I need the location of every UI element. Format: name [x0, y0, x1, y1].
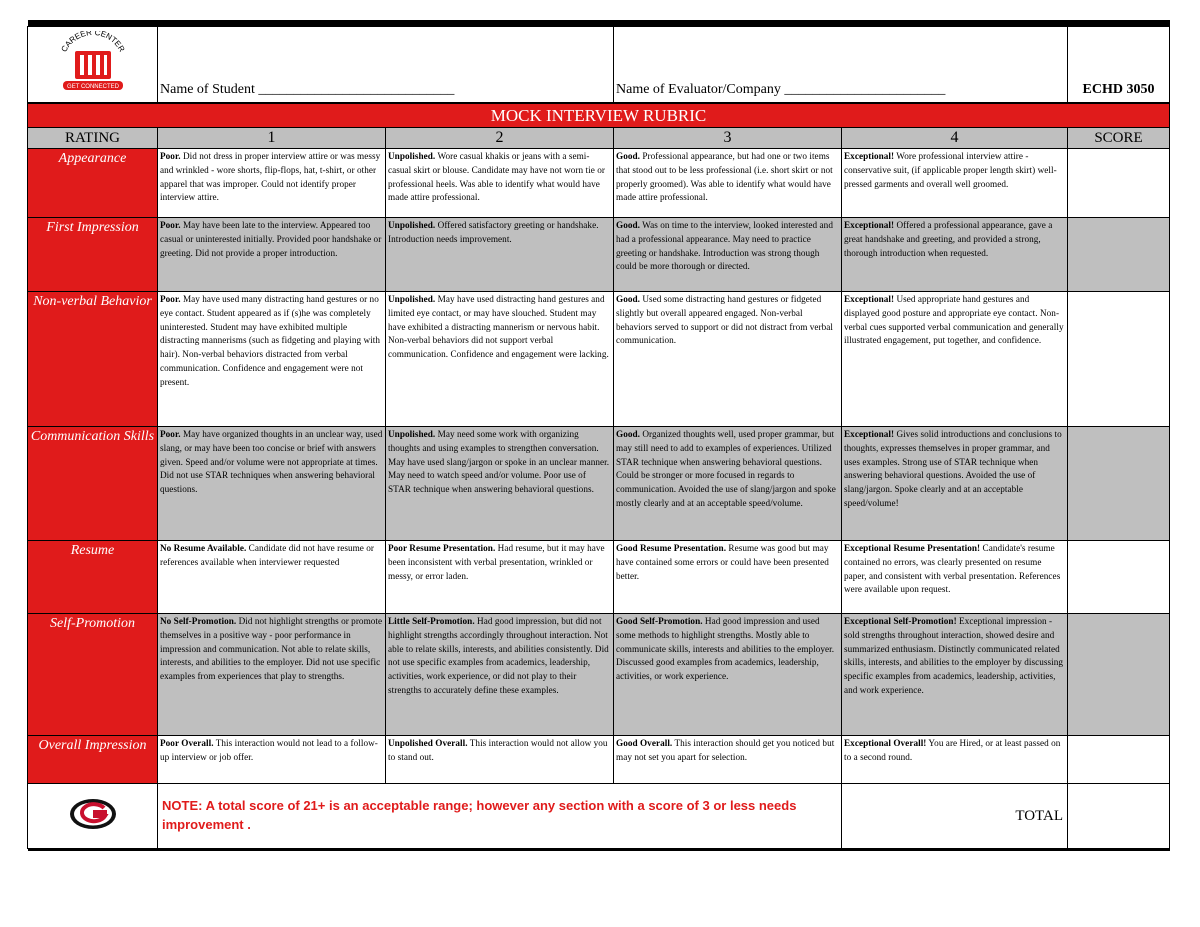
criterion-cell: Exceptional Overall! You are Hired, or at least passed on to a second round.: [842, 736, 1068, 784]
criterion-cell: Unpolished. May need some work with organizing thoughts and using examples to strengthen conversation. May have used slang/jargon or spoke in an unclear manner. May need to watch speed and/or volume. Poor use of STAR technique when answering behavioral questions.: [386, 427, 614, 541]
total-score-input[interactable]: [1068, 784, 1170, 849]
criterion-cell: Exceptional! Offered a professional appearance, gave a great handshake and greeting, and provided a strong, thorough introduction when requested.: [842, 218, 1068, 292]
total-label: TOTAL: [842, 784, 1068, 849]
category-label: Non-verbal Behavior: [28, 292, 158, 427]
rating-level-3: 3: [614, 128, 842, 149]
score-input[interactable]: [1068, 149, 1170, 218]
scoring-note: NOTE: A total score of 21+ is an acceptable range; however any section with a score of 3 or less needs improvement .: [158, 784, 842, 849]
rating-level-2: 2: [386, 128, 614, 149]
criterion-cell: Poor. May have organized thoughts in an unclear way, used slang, or may have been too concise or brief with answers given. Speed and/or volume were not appropriate at times. Did not use STAR techniques when answering behavioral questions.: [158, 427, 386, 541]
rating-level-1: 1: [158, 128, 386, 149]
score-input[interactable]: [1068, 218, 1170, 292]
criterion-cell: Poor Overall. This interaction would not lead to a follow-up interview or job offer.: [158, 736, 386, 784]
category-label: Self-Promotion: [28, 614, 158, 736]
rating-label: RATING: [28, 128, 158, 149]
category-label: Appearance: [28, 149, 158, 218]
bottom-rule: [28, 849, 1170, 852]
rubric-sheet: [27, 20, 1169, 851]
criterion-cell: Good. Professional appearance, but had one or two items that stood out to be less professional (i.e. short skirt or not properly groomed). Was able to identify what would have made attire professional.: [614, 149, 842, 218]
criterion-cell: Little Self-Promotion. Had good impression, but did not highlight strengths accordingly throughout interaction. Not able to relate skills, interests, and abilities consistently. Did not use specific examples from academics, leadership, activities, work experience, or did not play to their strengths to accurately define these examples.: [386, 614, 614, 736]
criterion-cell: Good Overall. This interaction should get you noticed but may not set you apart for selection.: [614, 736, 842, 784]
criterion-cell: No Resume Available. Candidate did not have resume or references available when interviewer requested: [158, 541, 386, 614]
rating-level-4: 4: [842, 128, 1068, 149]
score-input[interactable]: [1068, 292, 1170, 427]
criterion-cell: Poor. May have been late to the interview. Appeared too casual or uninterested initially. Provided poor handshake or greeting. Did not provide a proper introduction.: [158, 218, 386, 292]
category-label: Communication Skills: [28, 427, 158, 541]
rubric-row-communication: [28, 427, 1170, 541]
criterion-cell: Good Self-Promotion. Had good impression and used some methods to highlight strengths. Mostly able to communicate skills, interests and abilities to the employer. Discussed good examples from academics, leadership, activities, or work experience.: [614, 614, 842, 736]
criterion-cell: Good Resume Presentation. Resume was good but may have contained some errors or could have been presented better.: [614, 541, 842, 614]
criterion-cell: Exceptional Self-Promotion! Exceptional impression - sold strengths throughout interaction, showed desire and summarized enthusiasm. Distinctly communicated related skills, interests, and abilities to the employer by discussing specific examples from academics, leadership, activities, and work experience.: [842, 614, 1068, 736]
evaluator-name-field[interactable]: Name of Evaluator/Company _______________________: [614, 27, 1068, 104]
criterion-cell: No Self-Promotion. Did not highlight strengths or promote themselves in a positive way - poor performance in impression and communication. Not able to relate skills, interests, and abilities to the employer. Did not use specific examples from experiences that play to strengths.: [158, 614, 386, 736]
rubric-row-self-promotion: [28, 614, 1170, 736]
course-code: ECHD 3050: [1068, 27, 1170, 104]
criterion-cell: Poor. Did not dress in proper interview attire or was messy and wrinkled - wore shorts, flip-flops, hat, t-shirt, or other apparel that was improper. Could not identify proper interview attire.: [158, 149, 386, 218]
score-label: SCORE: [1068, 128, 1170, 149]
criterion-cell: Exceptional! Used appropriate hand gestures and displayed good posture and appropriate eye contact. Non-verbal cues supported verbal communication and generally illustrated engagement, put together, and confidence.: [842, 292, 1068, 427]
rubric-row-resume: [28, 541, 1170, 614]
criterion-cell: Good. Organized thoughts well, used proper grammar, but may still need to add to examples of experiences. Utilized STAR technique when answering behavioral questions. Could be stronger or more focused in regards to communication. Avoided the use of slang/jargon and spoke mostly clearly and at an acceptable speed/volume.: [614, 427, 842, 541]
criterion-cell: Poor Resume Presentation. Had resume, but it may have been inconsistent with verbal presentation, wrinkled or messy, or error laden.: [386, 541, 614, 614]
criterion-cell: Good. Used some distracting hand gestures or fidgeted slightly but overall appeared engaged. Non-verbal behaviors served to support or did not distract from verbal communication.: [614, 292, 842, 427]
score-input[interactable]: [1068, 736, 1170, 784]
criterion-cell: Unpolished. Wore casual khakis or jeans with a semi-casual skirt or blouse. Candidate may have not worn tie or professional heels. Was able to identify what would have made attire professional.: [386, 149, 614, 218]
rubric-table: [27, 20, 1170, 851]
criterion-cell: Exceptional Resume Presentation! Candidate's resume contained no errors, was clearly presented on resume paper, and consistent with verbal presentation. References were available upon request.: [842, 541, 1068, 614]
criterion-cell: Unpolished Overall. This interaction would not allow you to stand out.: [386, 736, 614, 784]
svg-text:CAREER CENTER: [59, 31, 126, 54]
student-name-field[interactable]: Name of Student ____________________________: [158, 27, 614, 104]
score-input[interactable]: [1068, 427, 1170, 541]
category-label: Resume: [28, 541, 158, 614]
rubric-title: MOCK INTERVIEW RUBRIC: [28, 103, 1170, 128]
header-row: [28, 27, 1170, 104]
rubric-row-non-verbal: [28, 292, 1170, 427]
rubric-row-appearance: [28, 149, 1170, 218]
category-label: Overall Impression: [28, 736, 158, 784]
rubric-row-first-impression: [28, 218, 1170, 292]
rubric-row-overall: [28, 736, 1170, 784]
criterion-cell: Exceptional! Gives solid introductions and conclusions to thoughts, expresses themselves in proper grammar, and uses examples. Strong use of STAR technique when answering behavioral questions. Avoided the use of slang/jargon. Spoke clearly and at an acceptable speed/volume!: [842, 427, 1068, 541]
career-center-logo: [28, 27, 158, 104]
logo-bottom-text: GET CONNECTED: [66, 84, 119, 90]
rating-header-row: [28, 128, 1170, 149]
career-center-logo-icon: [53, 31, 133, 93]
georgia-g-logo: [28, 784, 158, 849]
criterion-cell: Unpolished. May have used distracting hand gestures and limited eye contact, or may have slouched. Student may have exhibited a distracting mannerism or nervous habit. Non-verbal behaviors did not support verbal communication. Confidence and engagement were lacking.: [386, 292, 614, 427]
criterion-cell: Poor. May have used many distracting hand gestures or no eye contact. Student appeared as if (s)he was completely uninterested. Student may have exhibited multiple distracting mannerisms (such as fidgeting and playing with hair). Non-verbal behaviors distracted from verbal communication. Confidence and engagement were not present.: [158, 292, 386, 427]
criterion-cell: Exceptional! Wore professional interview attire - conservative suit, (if applicable proper length skirt) well-pressed garments and overall well groomed.: [842, 149, 1068, 218]
logo-top-text: CAREER CENTER: [58, 31, 127, 54]
footer-row: [28, 784, 1170, 849]
score-input[interactable]: [1068, 541, 1170, 614]
score-input[interactable]: [1068, 614, 1170, 736]
criterion-cell: Unpolished. Offered satisfactory greeting or handshake. Introduction needs improvement.: [386, 218, 614, 292]
georgia-g-icon: [68, 797, 118, 831]
category-label: First Impression: [28, 218, 158, 292]
criterion-cell: Good. Was on time to the interview, looked interested and had a professional appearance. May need to practice greeting or handshake. Introduction was strong though could be more thorough or directed.: [614, 218, 842, 292]
